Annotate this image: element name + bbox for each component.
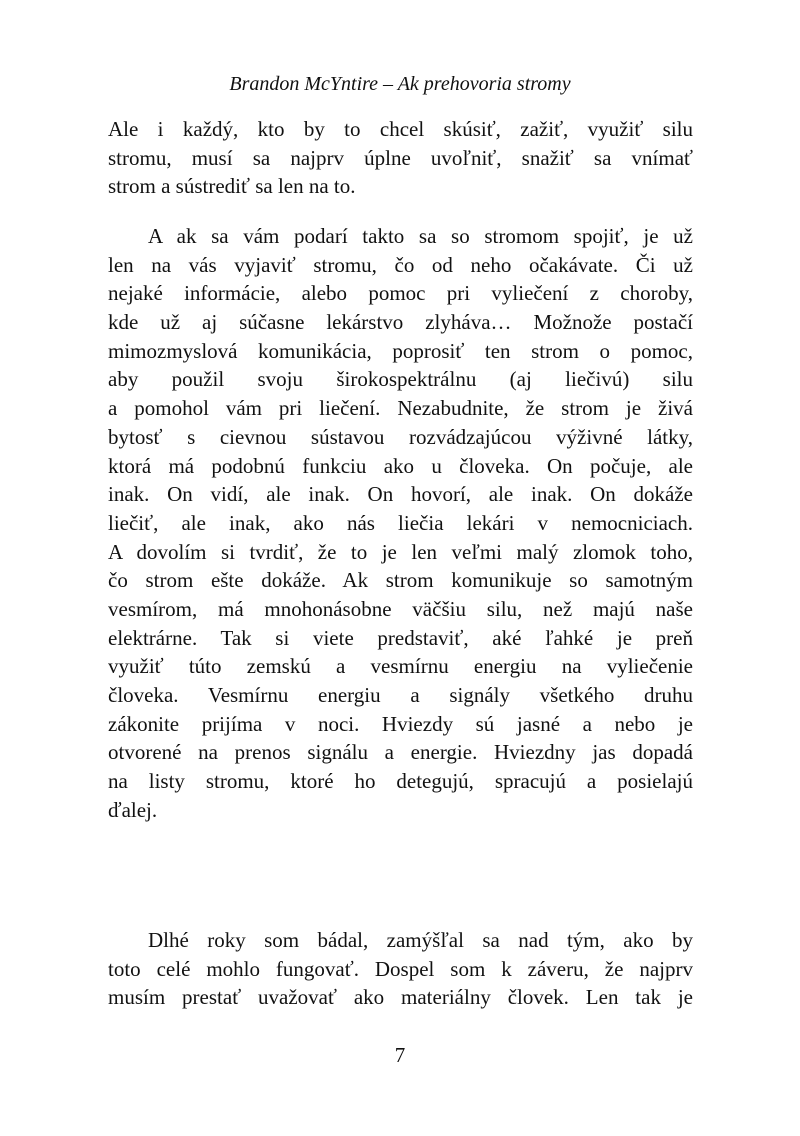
text-line: Dlhé roky som bádal, zamýšľal sa nad tým, ako by [148,928,693,952]
text-line: bytosť s cievnou sústavou rozvádzajúcou výživné látky, [108,424,693,449]
text-line: elektrárne. Tak si viete predstaviť, aké ľahké je preň [108,625,693,650]
text-line: vesmírom, má mnohonásobne väčšiu silu, než majú naše [108,596,693,621]
text-line: Ale i každý, kto by to chcel skúsiť, zažiť, využiť silu [108,117,693,141]
text-line: nejaké informácie, alebo pomoc pri vyliečení z choroby, [108,281,693,306]
text-line: čo strom ešte dokáže. Ak strom komunikuje so samotným [108,568,693,593]
text-line: strom a sústrediť sa len na to. [108,174,356,199]
text-line: ktorá má podobnú funkciu ako u človeka. On počuje, ale [108,453,693,478]
text-line: A dovolím si tvrdiť, že to je len veľmi malý zlomok toho, [108,539,693,564]
running-header: Brandon McYntire – Ak prehovoria stromy [229,73,571,95]
paragraph-1 [108,115,693,201]
text-line: liečiť, ale inak, ako nás liečia lekári v nemocniciach. [108,510,693,535]
text-line: a pomohol vám pri liečení. Nezabudnite, že strom je živá [108,396,693,421]
text-line: len na vás vyjaviť stromu, čo od neho očakávate. Či už [108,252,693,277]
text-line: mimozmyslová komunikácia, poprosiť ten strom o pomoc, [108,338,693,363]
text-line: na listy stromu, ktoré ho detegujú, spracujú a posielajú [108,769,693,794]
page-number: 7 [394,1043,406,1067]
paragraph-3 [108,926,693,1012]
text-line: toto celé mohlo fungovať. Dospel som k záveru, že najprv [108,956,693,981]
paragraph-2 [108,222,693,824]
text-line: stromu, musí sa najprv úplne uvoľniť, snažiť sa vnímať [108,145,693,170]
text-line: človeka. Vesmírnu energiu a signály všetkého druhu [108,683,693,707]
text-line: kde už aj súčasne lekárstvo zlyháva… Možnože postačí [108,310,693,335]
text-line: ďalej. [108,797,158,822]
text-line: musím prestať uvažovať ako materiálny človek. Len tak je [108,985,693,1010]
text-line: využiť túto zemskú a vesmírnu energiu na vyliečenie [108,654,693,679]
text-line: A ak sa vám podarí takto sa so stromom spojiť, je už [148,224,693,248]
text-line: aby použil svoju širokospektrálnu (aj liečivú) silu [108,367,693,392]
text-line: inak. On vidí, ale inak. On hovorí, ale inak. On dokáže [108,482,693,507]
text-line: zákonite prijíma v noci. Hviezdy sú jasné a nebo je [108,711,693,736]
text-line: otvorené na prenos signálu a energie. Hviezdny jas dopadá [108,740,693,765]
